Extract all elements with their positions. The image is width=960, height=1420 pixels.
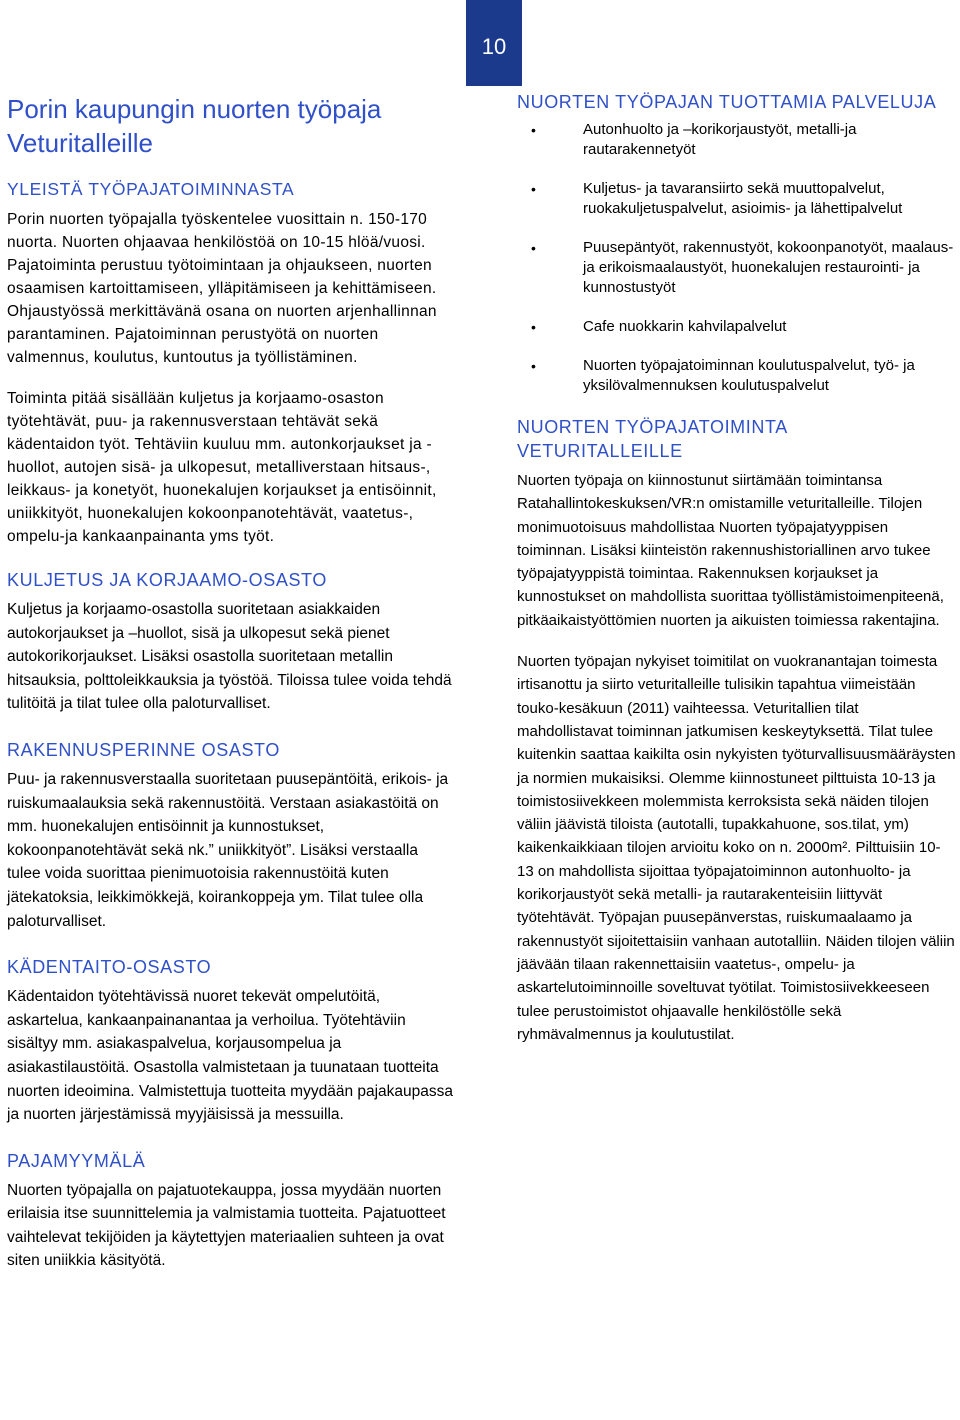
transport-heading: KULJETUS JA KORJAAMO-OSASTO	[7, 570, 327, 590]
bullet-icon: •	[531, 319, 536, 335]
bullet-icon: •	[531, 358, 536, 374]
bullet-icon: •	[531, 240, 536, 256]
page-number-tab	[466, 0, 522, 86]
list-item: • Kuljetus- ja tavaransiirto sekä muuttopalvelut, ruokakuljetuspalvelut, asioimis- ja lähettipalvelut	[531, 180, 903, 217]
general-paragraph-1: Porin nuorten työpajalla työskentelee vuosittain n. 150-170 nuorta. Nuorten ohjaavaa henkilöstöä on 10-15 hlöä/vuosi. Pajatoiminta perustuu työtoimintaan ja ohjaukseen, nuorten osaamisen kartoittamiseen, ylläpitämiseen ja kehittämiseen. Ohjaustyössä merkittävänä osana on nuorten arjenhallinnan parantaminen. Pajatoiminnan perustyötä on nuorten valmennus, koulutus, kuntoutus ja työllistäminen.	[7, 211, 437, 366]
veturitalli-heading: NUORTEN TYÖPAJATOIMINTA VETURITALLEILLE	[517, 417, 787, 461]
general-paragraph-2: Toiminta pitää sisällään kuljetus ja korjaamo-osaston työtehtävät, puu- ja rakennusverstaan tehtävät sekä kädentaidon työt. Tehtäviin kuuluu mm. autonkorjaukset ja -huollot, autojen sisä- ja ulkopesut, metalliverstaan hitsaus-, leikkaus- ja konetyöt, huonekalujen korjaukset ja entisöinnit, uniikkityöt, huonekalujen kokoonpanotehtävät, vaatetus-, ompelu-ja kankaanpainanta yms työt.	[7, 390, 437, 545]
page-number: 10	[481, 34, 507, 59]
transport-paragraph: Kuljetus ja korjaamo-osastolla suoritetaan asiakkaiden autokorjaukset ja –huollot, sisä ja ulkopesut sekä pienet autokorikorjaukset. Lisäksi osastolla suoritetaan metallin hitsauksia, polttoleikkauksia ja työstöä. Tiloissa tulee voida tehdä tulitöitä ja tilat tulee olla paloturvalliset.	[7, 601, 452, 713]
construction-paragraph: Puu- ja rakennusverstaalla suoritetaan puusepäntöitä, erikois- ja ruiskumaalauksia sekä rakennustöitä. Verstaan asiakastöitä on mm. huonekalujen entisöinnit ja kunnostukset, kokoonpanotehtävät sekä nk.” uniikkityöt”. Lisäksi verstaalla tulee voida suorittaa pienimuotoisia rakennustöitä kuten jätekatoksia, leikkimökkejä, koirankoppeja ym. Tilat tulee olla paloturvalliset.	[7, 770, 449, 930]
list-item: • Puusepäntyöt, rakennustyöt, kokoonpanotyöt, maalaus- ja erikoismaalaustyöt, huonekalujen restaurointi- ja kunnostustyöt	[531, 239, 954, 296]
handicraft-paragraph: Kädentaidon työtehtävissä nuoret tekevät ompelutöitä, askartelua, kankaanpainanantaa ja verhoilua. Työtehtäviin sisältyy mm. asiakaspalvelua, korjausompelua ja asiakastilaustöitä. Osastolla valmistetaan ja tuunataan tuotteita nuorten ideoimina. Valmistettuja tuotteita myydään pajakaupassa ja nuorten järjestämissä myyjäisissä ja messuilla.	[7, 988, 454, 1124]
left-column	[7, 90, 455, 1295]
list-item: • Cafe nuokkarin kahvilapalvelut	[531, 318, 787, 335]
bullet-icon: •	[531, 181, 536, 197]
list-item: • Autonhuolto ja –korikorjaustyöt, metalli-ja rautarakennetyöt	[531, 121, 857, 158]
services-heading: NUORTEN TYÖPAJAN TUOTTAMIA PALVELUJA	[517, 92, 937, 112]
construction-heading: RAKENNUSPERINNE OSASTO	[7, 739, 280, 760]
general-heading: YLEISTÄ TYÖPAJATOIMINNASTA	[7, 179, 295, 199]
services-list	[517, 120, 957, 396]
shop-paragraph: Nuorten työpajalla on pajatuotekauppa, jossa myydään nuorten erilaisia itse suunnittelemia ja valmistamia tuotteita. Pajatuotteet vaihtelevat tekijöiden ja käytettyjen materiaalien suhteen ja ovat siten uniikkia käsityötä.	[7, 1181, 446, 1270]
veturitalli-paragraph-2: Nuorten työpajan nykyiset toimitilat on vuokranantajan toimesta irtisanottu ja siirto veturitalleille tulisikin tapahtua viimeistään touko-kesäkuun (2011) vaihteessa. Veturitallien tilat mahdollistavat toiminnan jatkumisen keskeytyksettä. Tilat tulee kuitenkin saattaa kaikilta osin nykyisten työturvallisuusmääräysten ja normien mukaisiksi. Olemme kiinnostuneet pilttuista 10-13 ja toimistosiivekkeen molemmista kerroksista sekä näiden tilojen väliin jäävistä tiloista (autotalli, tupakkahuone, sos.tilat, ym) kaikenkaikkiaan tilojen arvioitu koko on n. 2000m². Pilttuisiin 10-13 on mahdollista sijoittaa työpajatoiminnon autonhuolto- ja korikorjaustyöt sekä metalli- ja rautarakenteisiin liittyvät työtehtävät. Työpajan puusepänverstas, ruiskumaalaamo ja rakennustyöt sijoitettaisiin vanhaan autotalliin. Näiden tilojen väliin jäävään tilaan rakennettaisiin vaatetus-, ompelu- ja askartelutoiminnoille soveltuvat työtilat. Toimistosiivekkeeseen tulee perustoimistot ohjaavalle henkilöstölle sekä ryhmävalmennus ja koulutustilat.	[517, 653, 956, 1043]
bullet-icon: •	[531, 122, 536, 138]
list-item: • Nuorten työpajatoiminnan koulutuspalvelut, työ- ja yksilövalmennuksen koulutuspalvelut	[531, 357, 915, 394]
handicraft-heading: KÄDENTAITO-OSASTO	[7, 957, 212, 978]
right-column	[517, 90, 957, 1064]
shop-heading: PAJAMYYMÄLÄ	[7, 1150, 146, 1171]
document-title: Porin kaupungin nuorten työpaja Veturitalleille	[7, 94, 382, 158]
veturitalli-paragraph-1: Nuorten työpaja on kiinnostunut siirtämään toimintansa Ratahallintokeskuksen/VR:n omistamille veturitalleille. Tilojen monimuotoisuus mahdollistaa Nuorten työpajatyyppisen toiminnan. Lisäksi kiinteistön rakennushistoriallinen arvo tukee työpajatyyppistä toimintaa. Rakennuksen korjaukset ja kunnostukset on mahdollista suorittaa työllistämistoimenpiteenä, pitkäaikaistyöttömien nuorten ja aikuisten toimiessa rakentajina.	[517, 472, 944, 629]
